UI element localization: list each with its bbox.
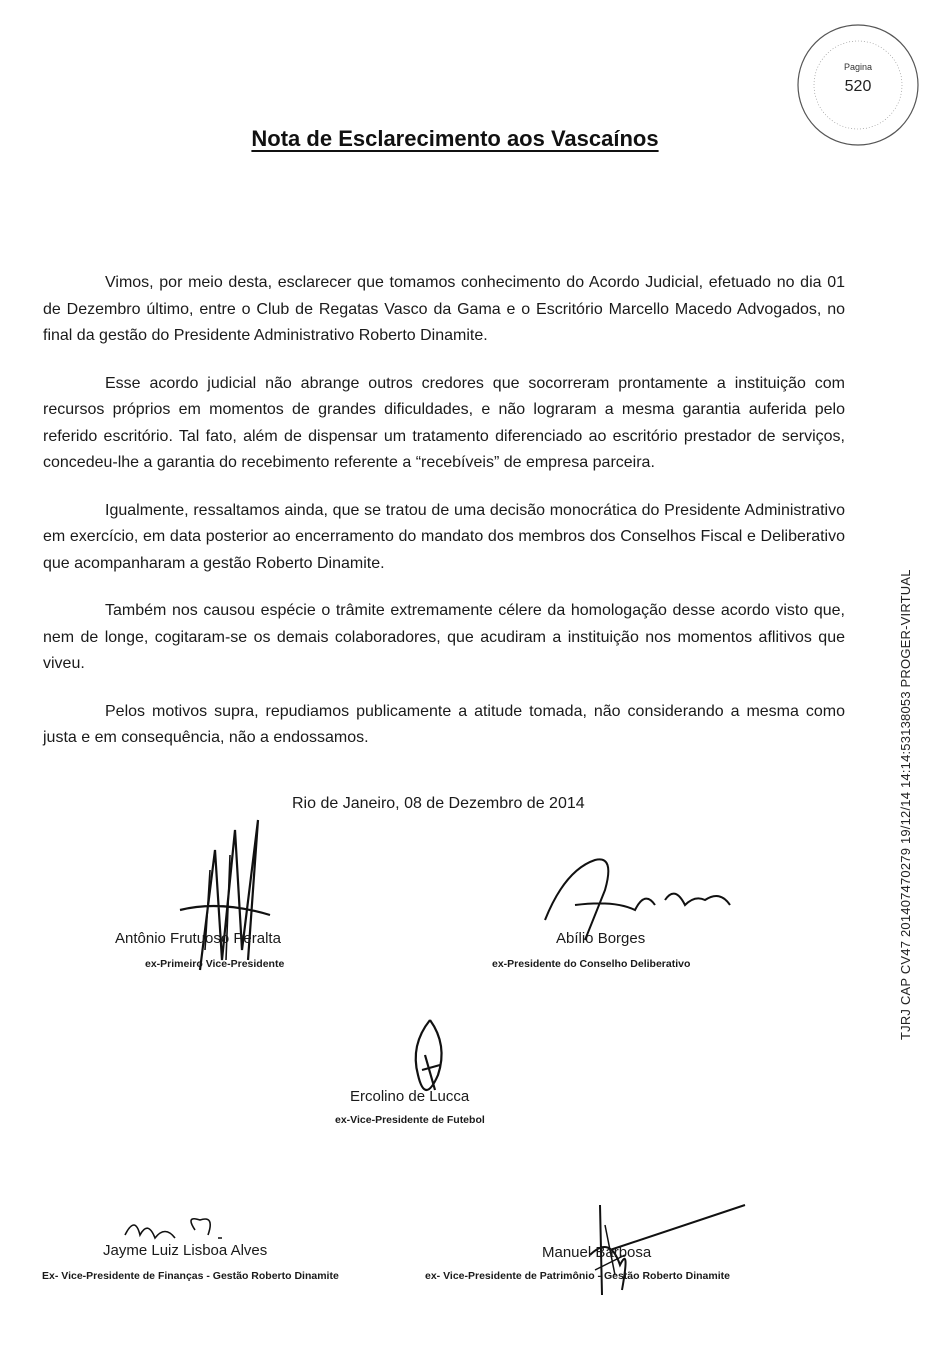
signature-peralta-icon	[160, 810, 290, 980]
electronic-filing-stamp: TJRJ CAP CV47 201407470279 19/12/14 14:14:53138053 PROGER-VIRTUAL	[898, 569, 913, 1040]
stamp-label: Pagina	[843, 62, 873, 72]
signatory-role: Ex- Vice-Presidente de Finanças - Gestão Roberto Dinamite	[42, 1270, 339, 1282]
signatory-name: Manuel Barbosa	[542, 1244, 652, 1261]
signatory-name: Abílio Borges	[556, 930, 646, 947]
signatory-role: ex-Vice-Presidente de Futebol	[335, 1114, 485, 1126]
signatory-name: Jayme Luiz Lisboa Alves	[103, 1242, 268, 1259]
paragraph: Pelos motivos supra, repudiamos publicamente a atitude tomada, não considerando a mesma como justa e em consequência, não a endossamos.	[43, 702, 845, 746]
document-title: Nota de Esclarecimento aos Vascaínos	[251, 126, 659, 151]
signatory-role: ex-Presidente do Conselho Deliberativo	[492, 958, 691, 970]
signatory-role: ex-Primeiro Vice-Presidente	[145, 958, 285, 970]
paragraph: Vimos, por meio desta, esclarecer que tomamos conhecimento do Acordo Judicial, efetuado no dia 01 de Dezembro último, entre o Club de Regatas Vasco da Gama e o Escritório Marcello Macedo Advogados, no final da gestão do Presidente Administrativo Roberto Dinamite.	[43, 274, 845, 344]
date-line: Rio de Janeiro, 08 de Dezembro de 2014	[292, 795, 585, 812]
signatory-name: Antônio Frutuoso Peralta	[115, 930, 281, 947]
paragraph: Também nos causou espécie o trâmite extremamente célere da homologação desse acordo visto que, nem de longe, cogitaram-se os demais colaboradores, que acudiram a instituição nos momentos aflitivos que viveu.	[43, 602, 845, 672]
document-body	[43, 270, 845, 773]
paragraph: Igualmente, ressaltamos ainda, que se tratou de uma decisão monocrática do Presidente Administrativo em exercício, em data posterior ao encerramento do mandato dos membros dos Conselhos Fiscal e Deliberativo que acompanharam a gestão Roberto Dinamite.	[43, 501, 845, 572]
signatory-name: Ercolino de Lucca	[350, 1088, 470, 1105]
stamp-page-number: 520	[844, 78, 872, 95]
paragraph: Esse acordo judicial não abrange outros credores que socorreram prontamente a instituição com recursos próprios em momentos de grandes dificuldades, e não lograram a mesma garantia auferida pelo referido escritório. Tal fato, além de dispensar um tratamento diferenciado ao escritório prestador de serviços, concedeu-lhe a garantia do recebimento referente a “recebíveis” de empresa parceira.	[43, 374, 845, 471]
signatory-role: ex- Vice-Presidente de Patrimônio - Gestão Roberto Dinamite	[425, 1270, 730, 1282]
